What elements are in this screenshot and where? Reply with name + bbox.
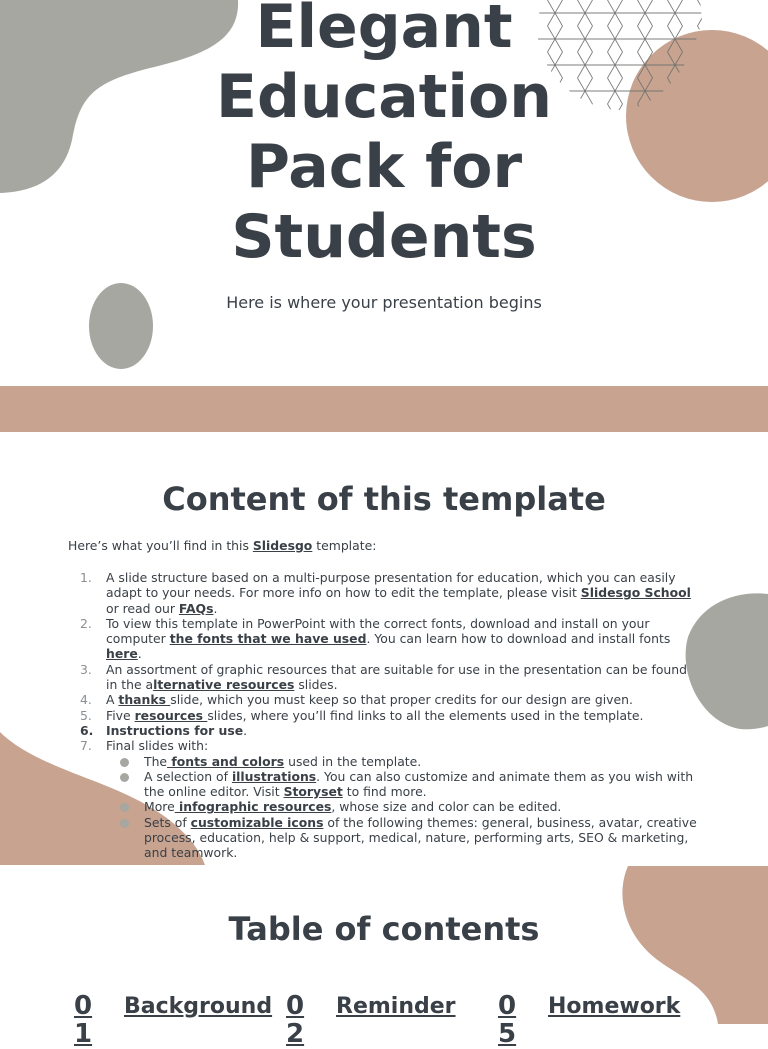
- toc-number[interactable]: 05: [498, 991, 517, 1049]
- toc-number[interactable]: 01: [74, 991, 93, 1049]
- presentation-subtitle: Here is where your presentation begins: [226, 293, 542, 312]
- toc-slide: [0, 866, 768, 1049]
- sub-list: [106, 754, 698, 861]
- content-heading: Content of this template: [162, 480, 606, 518]
- list-item: 5. Five resources slides, where you’ll find links to all the elements used in the template.: [80, 707, 644, 723]
- list-item: 4. A thanks slide, which you must keep so that proper credits for our design are given.: [80, 692, 633, 708]
- slidesgo-school-link[interactable]: Slidesgo School: [580, 585, 691, 601]
- faqs-link[interactable]: FAQs: [178, 600, 214, 616]
- slide-divider: [0, 386, 768, 432]
- sub-list-item: The fonts and colors used in the template.: [106, 754, 698, 769]
- bullet-dot: [120, 819, 129, 828]
- list-item: 3. An assortment of graphic resources that are suitable for use in the presentation can be found in the alternative resources slides.: [80, 661, 687, 693]
- intro-text: Here’s what you’ll find in this Slidesgo template:: [68, 538, 377, 553]
- list-item: 6. Instructions for use.: [80, 722, 248, 738]
- bullet-dot: [120, 803, 129, 812]
- toc-entry-background[interactable]: Background: [124, 994, 273, 1019]
- here-link[interactable]: here: [106, 646, 138, 662]
- toc-entry-reminder[interactable]: Reminder: [336, 994, 456, 1019]
- thanks-link[interactable]: thanks: [118, 692, 171, 708]
- storyset-link[interactable]: Storyset: [283, 784, 343, 800]
- toc-heading: Table of contents: [228, 910, 540, 948]
- list-item: 7. Final slides with: The fonts and colors used in the template. A selection of illustrations. You can also customize and animate them as you wish with the online editor. Visit Storyset to find more. More infographic resources, whose size and color can be edited. Sets of customizable icons of the following themes: general, business, avatar, creative process, education, help & support, medical, nature, performing arts, SEO & marketing, and teamwork.: [80, 738, 697, 861]
- content-list: [68, 570, 698, 861]
- illustrations-link[interactable]: illustrations: [231, 768, 317, 784]
- sub-list-item: A selection of illustrations. You can also customize and animate them as you wish with the online editor. Visit Storyset to find more.: [106, 769, 698, 800]
- toc-number[interactable]: 02: [286, 991, 305, 1049]
- infographic-resources-link[interactable]: infographic resources: [174, 799, 332, 815]
- customizable-icons-link[interactable]: customizable icons: [190, 814, 324, 830]
- sub-list-item: Sets of customizable icons of the following themes: general, business, avatar, creative process, education, help & support, medical, nature, performing arts, SEO & marketing, and teamwork.: [106, 815, 698, 861]
- bullet-dot: [120, 773, 129, 782]
- fonts-link[interactable]: the fonts that we have used: [169, 631, 367, 647]
- resources-link[interactable]: resources: [134, 707, 208, 723]
- list-item: 1. A slide structure based on a multi-purpose presentation for education, which you can easily adapt to your needs. For more info on how to edit the template, please visit Slidesgo School or read our FAQs.: [80, 570, 691, 616]
- presentation-title: Elegant Education Pack for Students: [216, 0, 552, 272]
- bullet-dot: [120, 758, 129, 767]
- gray-pebble: [89, 283, 153, 369]
- fonts-colors-link[interactable]: fonts and colors: [167, 753, 285, 769]
- title-slide: [0, 0, 768, 386]
- sub-list-item: More infographic resources, whose size and color can be edited.: [106, 799, 698, 814]
- content-slide: [0, 432, 768, 865]
- list-item: 2. To view this template in PowerPoint with the correct fonts, download and install on your computer the fonts that we have used. You can learn how to download and install fonts here.: [80, 615, 671, 662]
- toc-entry-homework[interactable]: Homework: [548, 994, 681, 1019]
- alternative-resources-link[interactable]: lternative resources: [153, 677, 295, 693]
- slidesgo-link[interactable]: Slidesgo: [252, 538, 313, 553]
